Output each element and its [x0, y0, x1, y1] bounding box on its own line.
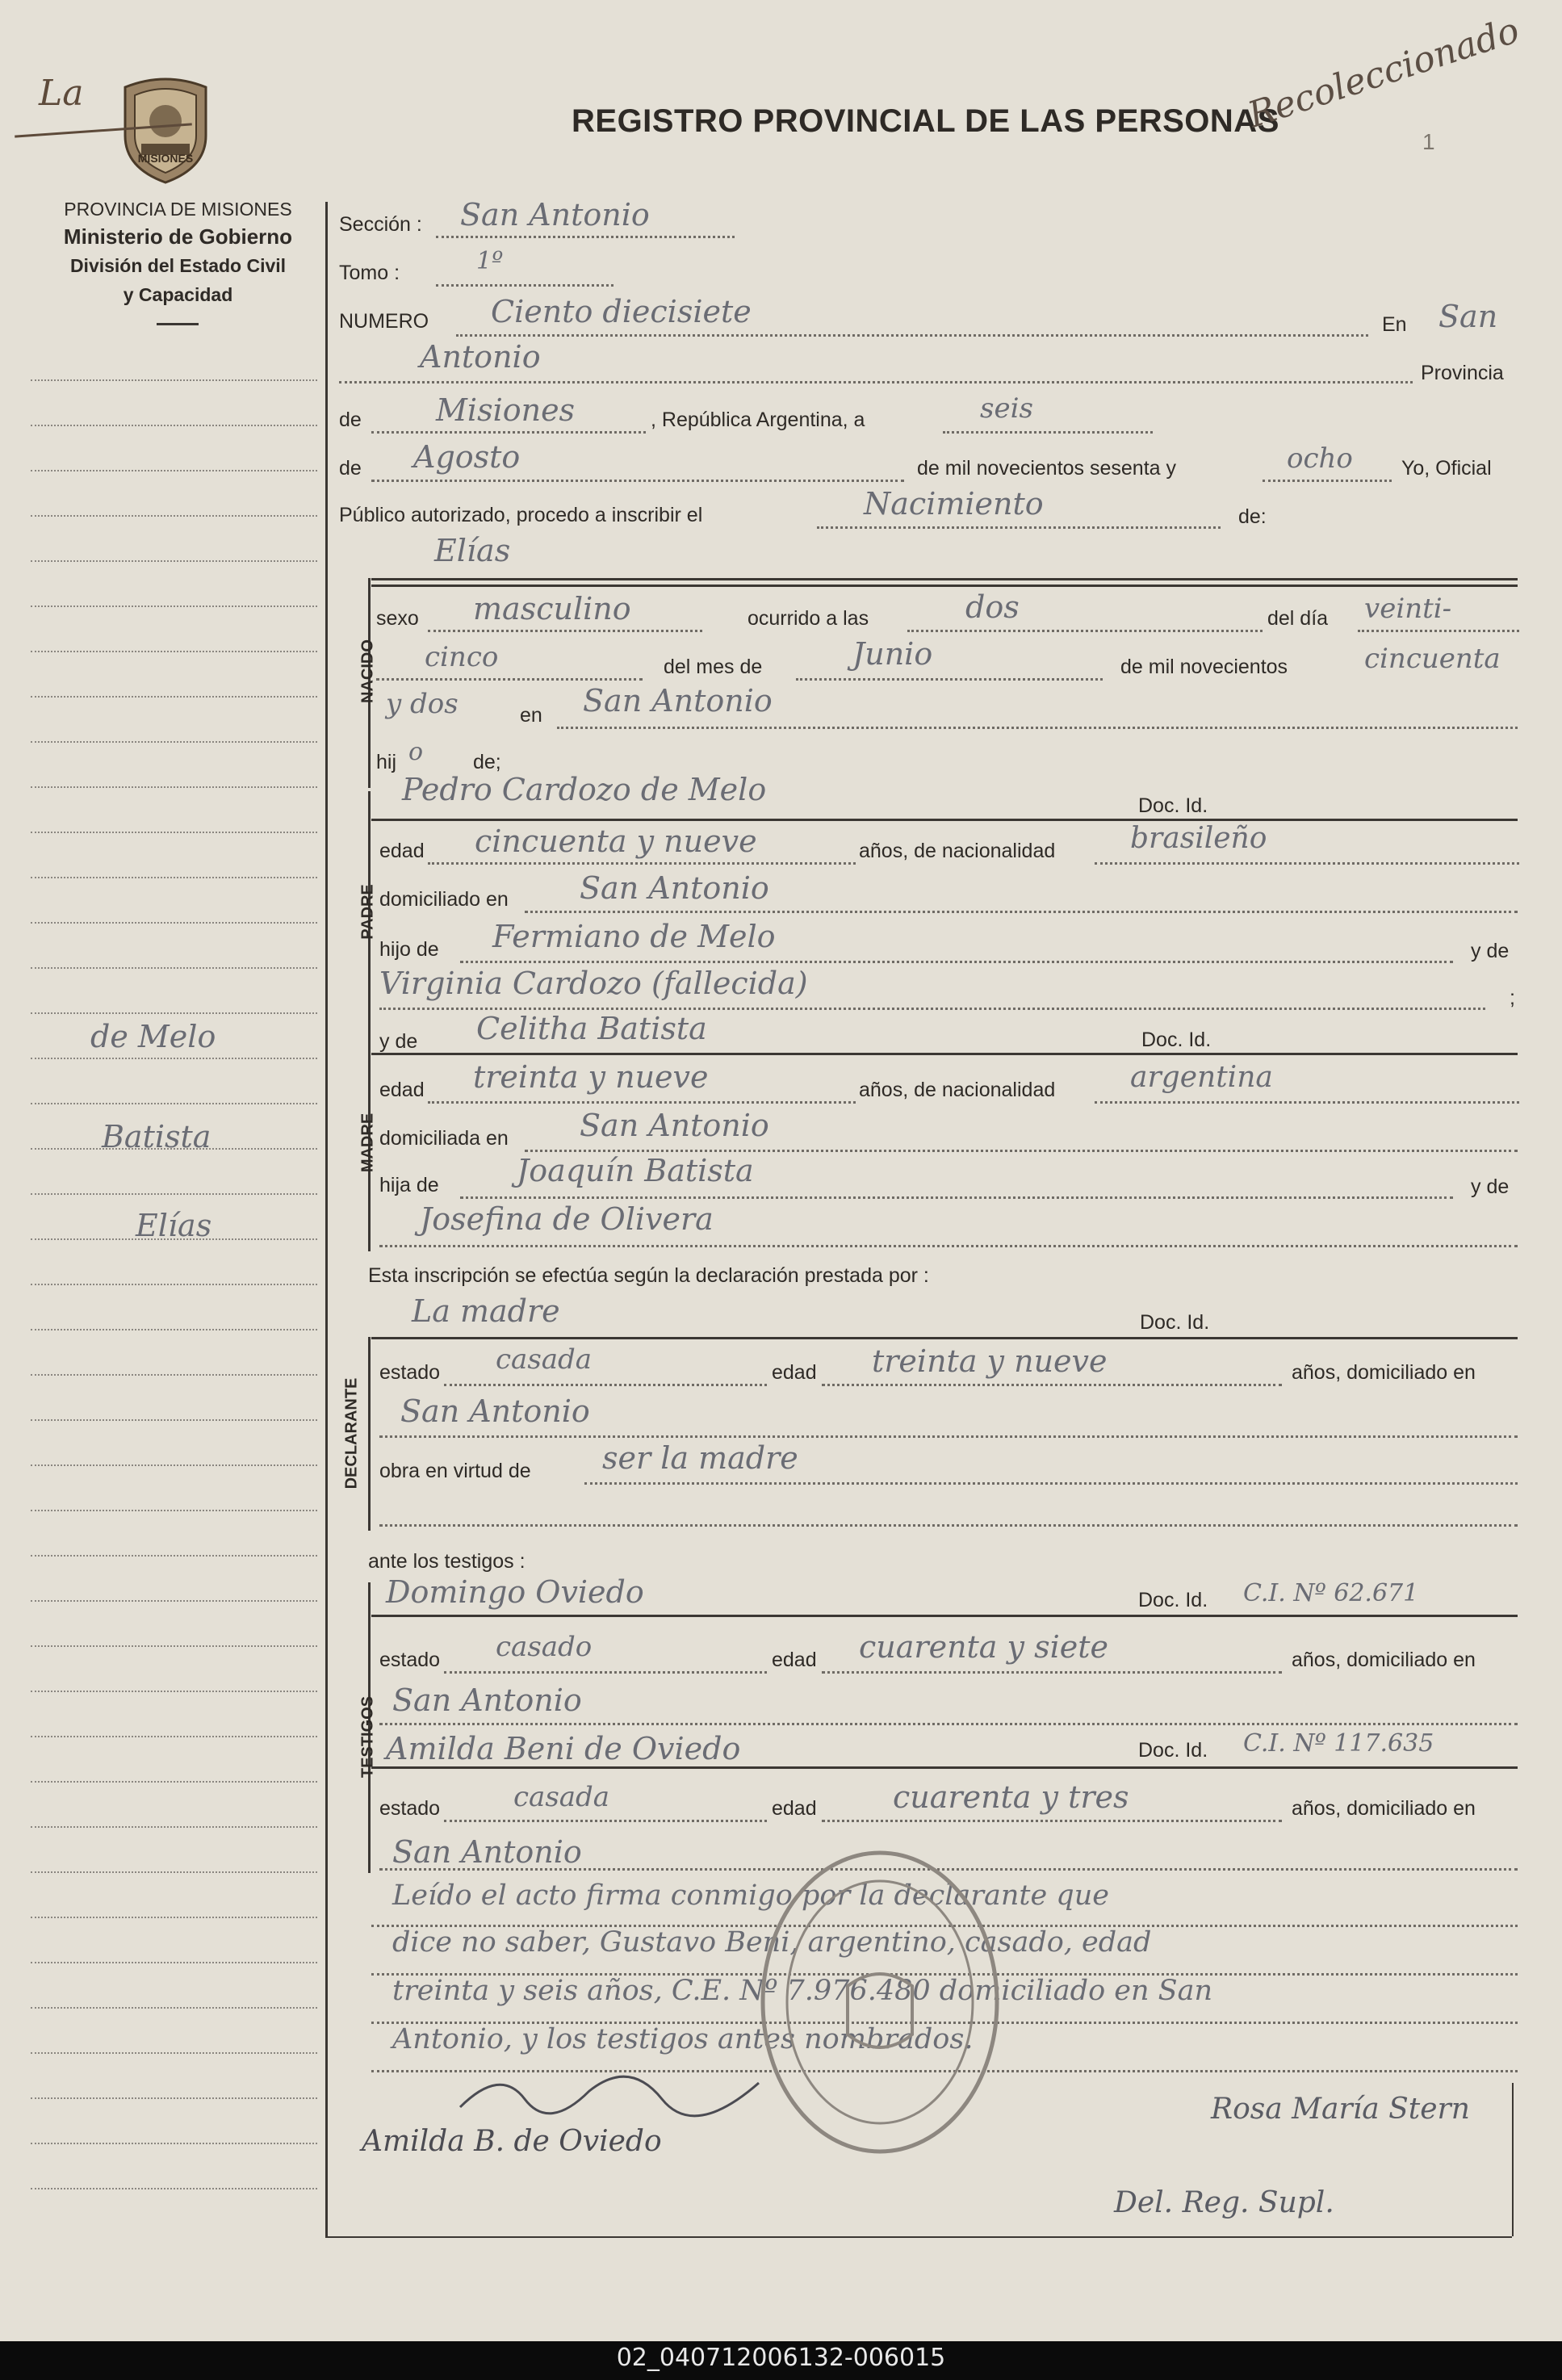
line-edad-padre [428, 862, 856, 865]
label-tomo: Tomo : [339, 262, 400, 284]
margin-note-surname1: de Melo [90, 1019, 216, 1054]
line-estado-t2 [444, 1820, 767, 1822]
label-ocurrido: ocurrido a las [747, 607, 869, 630]
margin-rule [31, 1419, 317, 1421]
value-dom-decl: San Antonio [400, 1393, 590, 1429]
file-id: 02_040712006132-006015 [616, 2344, 946, 2372]
label-hijode-padre: hijo de [379, 938, 439, 961]
label-obra: obra en virtud de [379, 1460, 531, 1482]
label-deldia: del día [1267, 607, 1329, 630]
line-edad-t2 [822, 1820, 1282, 1822]
label-edad-padre: edad [379, 840, 425, 862]
label-docid-t2: Doc. Id. [1138, 1739, 1208, 1762]
value-hijo-suffix: o [408, 738, 424, 766]
label-provincia: Provincia [1421, 362, 1504, 384]
label-sexo: sexo [376, 607, 419, 630]
value-provincia: Misiones [436, 392, 576, 428]
office-underline [157, 323, 199, 325]
label-hijade: hija de [379, 1174, 439, 1196]
value-lugar-nac: San Antonio [583, 683, 773, 719]
label-docid-decl: Doc. Id. [1140, 1311, 1210, 1334]
line-estado-decl [444, 1384, 767, 1386]
main-vertical-rule [325, 202, 328, 2236]
margin-rule [31, 2143, 317, 2144]
label-anos-nac-madre: años, de nacionalidad [859, 1079, 1056, 1101]
label-de: de [339, 409, 362, 431]
margin-rule [31, 1781, 317, 1783]
margin-rule [31, 605, 317, 607]
margin-rule [31, 1600, 317, 1602]
line-inscribir [817, 526, 1221, 529]
value-testigo1-doc: C.I. Nº 62.671 [1243, 1579, 1419, 1607]
margin-rule [31, 1193, 317, 1195]
value-estado-decl: casada [496, 1343, 593, 1376]
label-edad-t2: edad [772, 1797, 817, 1820]
line-nac-padre [1095, 862, 1519, 865]
margin-rule [31, 1962, 317, 1963]
signature-oficial: Rosa María Stern [1211, 2093, 1470, 2126]
line-antonio [339, 381, 1413, 383]
margin-rule [31, 1645, 317, 1647]
label-en: En [1382, 313, 1407, 336]
label-docid-t1: Doc. Id. [1138, 1589, 1208, 1611]
label-edad-madre: edad [379, 1079, 425, 1101]
label-publico: Público autorizado, procedo a inscribir el [339, 504, 703, 526]
margin-rule [31, 1510, 317, 1511]
margin-rule [31, 1103, 317, 1104]
value-testigo1: Domingo Oviedo [386, 1574, 644, 1610]
value-en: San [1438, 299, 1498, 334]
value-testigo2: Amilda Beni de Oviedo [386, 1731, 741, 1766]
value-mes: Agosto [413, 439, 521, 475]
label-estado-t2: estado [379, 1797, 441, 1820]
line-mes [371, 480, 904, 482]
value-madre-padre: Joaquín Batista [517, 1153, 754, 1188]
label-anos-nac-padre: años, de nacionalidad [859, 840, 1056, 862]
value-inscribir: Nacimiento [864, 486, 1044, 522]
value-seccion: San Antonio [460, 197, 650, 233]
line-padre-padre [460, 961, 1453, 963]
label-ante: ante los testigos : [368, 1550, 526, 1573]
label-anos-dom-decl: años, domiciliado en [1292, 1361, 1476, 1384]
label-docid-padre: Doc. Id. [1138, 794, 1208, 817]
label-mil: de mil novecientos sesenta y [917, 457, 1177, 480]
line-padre-madre [379, 1008, 1485, 1010]
value-declarante: La madre [412, 1293, 560, 1329]
value-dia: seis [980, 392, 1033, 425]
value-anio: ocho [1287, 442, 1353, 475]
corner-annotation: Recoleccionado [1243, 9, 1525, 136]
margin-rule [31, 1691, 317, 1692]
margin-rule [31, 696, 317, 698]
value-padre-madre: Virginia Cardozo (fallecida) [379, 966, 808, 1001]
page-title: REGISTRO PROVINCIAL DE LAS PERSONAS [572, 103, 1279, 139]
section-padre: PADRE [358, 884, 377, 940]
office-province: PROVINCIA DE MISIONES [64, 199, 292, 220]
section-rule-declarante [368, 1337, 371, 1531]
margin-rule [31, 1464, 317, 1466]
value-dia-nac: veinti- [1364, 593, 1452, 625]
value-antonio: Antonio [420, 339, 541, 375]
label-numero: NUMERO [339, 310, 429, 333]
margin-note-name: Elías [136, 1208, 212, 1243]
value-madre: Celitha Batista [476, 1011, 707, 1046]
line-anio [1263, 480, 1392, 482]
rule-testigo1 [371, 1615, 1518, 1617]
margin-rule [31, 2097, 317, 2099]
line-edad-t1 [822, 1671, 1282, 1674]
section-declarante: DECLARANTE [342, 1377, 361, 1490]
value-edad-padre: cincuenta y nueve [475, 823, 757, 859]
rule-nacido-top [371, 578, 1518, 580]
lectura-line-4: Antonio, y los testigos antes nombrados. [392, 2023, 974, 2055]
margin-rule [31, 2188, 317, 2189]
lectura-line-3: treinta y seis años, C.E. Nº 7.976.480 domiciliado en San [392, 1975, 1213, 2007]
label-milnov: de mil novecientos [1120, 656, 1288, 678]
margin-rule [31, 786, 317, 788]
signature-title: Del. Reg. Supl. [1114, 2186, 1334, 2219]
label-semicolon: ; [1510, 987, 1515, 1009]
value-edad-t2: cuarenta y tres [893, 1779, 1129, 1815]
value-anio-nac2: y dos [386, 688, 459, 720]
rule-testigo2 [371, 1766, 1518, 1769]
value-dom-t1: San Antonio [392, 1682, 582, 1718]
margin-rule [31, 967, 317, 969]
margin-rule [31, 1826, 317, 1828]
value-madre-madre: Josefina de Olivera [420, 1201, 714, 1237]
page-bottom-rule [325, 2236, 1512, 2238]
rule-madre-top [371, 1053, 1518, 1055]
margin-rule [31, 922, 317, 924]
label-estado-decl: estado [379, 1361, 441, 1384]
margin-rule [31, 1555, 317, 1557]
office-ministry: Ministerio de Gobierno [63, 224, 293, 249]
line-dia-nac2 [376, 678, 643, 681]
line-provincia [371, 431, 646, 434]
label-edad-t1: edad [772, 1649, 817, 1671]
line-dom-decl [379, 1435, 1518, 1438]
label-de2: de [339, 457, 362, 480]
value-numero: Ciento diecisiete [491, 294, 752, 329]
margin-rule [31, 741, 317, 743]
line-dom-padre [525, 911, 1518, 913]
rule-padre-top [371, 819, 1518, 821]
line-madre-padre [460, 1196, 1453, 1199]
value-sexo: masculino [473, 591, 631, 626]
page-number: 1 [1422, 129, 1435, 154]
value-virtud: ser la madre [602, 1440, 798, 1476]
line-numero [456, 334, 1368, 337]
margin-rule [31, 1284, 317, 1285]
line-edad-decl [822, 1384, 1282, 1386]
line-hora [907, 630, 1263, 632]
left-corner-mark: La [39, 73, 84, 114]
value-nac-padre: brasileño [1130, 822, 1267, 855]
label-de3: de: [1238, 505, 1267, 528]
label-seccion: Sección : [339, 213, 422, 236]
value-edad-madre: treinta y nueve [473, 1059, 709, 1095]
value-hora: dos [965, 589, 1020, 625]
page-right-rule [1512, 2083, 1514, 2236]
label-yde-madre: y de [379, 1030, 418, 1053]
margin-rule [31, 2007, 317, 2009]
signature-testigo: Amilda B. de Oviedo [362, 2125, 662, 2158]
margin-rule [31, 1058, 317, 1059]
label-en2: en [520, 704, 542, 727]
line-edad-madre [428, 1101, 856, 1104]
section-nacido: NACIDO [358, 639, 377, 703]
margin-rule [31, 1917, 317, 1918]
rule-nacido-top2 [371, 585, 1518, 587]
line-estado-t1 [444, 1671, 767, 1674]
value-padre: Pedro Cardozo de Melo [402, 772, 767, 807]
value-padre-padre: Fermiano de Melo [492, 919, 776, 954]
line-sexo [428, 630, 702, 632]
label-domiciliado-padre: domiciliado en [379, 888, 509, 911]
label-edad-decl: edad [772, 1361, 817, 1384]
margin-rule [31, 1012, 317, 1014]
office-capacidad: y Capacidad [123, 284, 233, 305]
label-republica: , República Argentina, a [651, 409, 865, 431]
line-dom-t1 [379, 1723, 1518, 1725]
label-hijo: hij [376, 751, 397, 773]
line-tomo [436, 284, 613, 287]
line-madre-madre [379, 1245, 1518, 1247]
value-dom-t2: San Antonio [392, 1834, 582, 1870]
label-yde-madre2: y de [1471, 1175, 1510, 1198]
line-virtud [584, 1482, 1518, 1485]
line-dia-nac [1358, 630, 1519, 632]
margin-rule [31, 2052, 317, 2054]
value-tomo: 1º [476, 247, 504, 275]
value-mes-nac: Junio [852, 636, 933, 672]
value-dom-madre: San Antonio [580, 1108, 769, 1143]
margin-rule [31, 1871, 317, 1873]
value-dom-padre: San Antonio [580, 870, 769, 906]
office-division: División del Estado Civil [69, 255, 287, 276]
label-esta: Esta inscripción se efectúa según la declaración prestada por : [368, 1264, 929, 1287]
rule-declarante-top [371, 1337, 1518, 1339]
line-dia [943, 431, 1153, 434]
value-nombre: Elías [434, 533, 511, 568]
line-dom-madre [525, 1150, 1518, 1152]
label-docid-madre: Doc. Id. [1141, 1029, 1212, 1051]
margin-rule [31, 560, 317, 562]
lectura-line-2: dice no saber, Gustavo Beni, argentino, casado, edad [392, 1926, 1152, 1959]
line-seccion [436, 236, 735, 238]
signature-scribble [452, 2051, 791, 2123]
margin-rule [31, 425, 317, 426]
margin-rule [31, 1374, 317, 1376]
label-delmes: del mes de [664, 656, 763, 678]
section-madre: MADRE [358, 1112, 377, 1173]
value-testigo2-doc: C.I. Nº 117.635 [1243, 1729, 1434, 1758]
label-yde-padre: y de [1471, 940, 1510, 962]
value-dia-nac2: cinco [425, 641, 499, 673]
label-estado-t1: estado [379, 1649, 441, 1671]
line-nac-madre [1095, 1101, 1519, 1104]
margin-rule [31, 1736, 317, 1737]
value-estado-t2: casada [513, 1781, 610, 1813]
line-lugar-nac [557, 727, 1518, 729]
margin-rule [31, 651, 317, 652]
label-anos-dom-t2: años, domiciliado en [1292, 1797, 1476, 1820]
label-de4: de; [473, 751, 501, 773]
emblem-label: MISIONES [137, 152, 194, 165]
label-anos-dom-t1: años, domiciliado en [1292, 1649, 1476, 1671]
margin-rule [31, 515, 317, 517]
line-mes-nac [796, 678, 1103, 681]
margin-rule [31, 1329, 317, 1330]
label-yo: Yo, Oficial [1401, 457, 1492, 480]
section-testigos: TESTIGOS [358, 1695, 377, 1779]
margin-rule [31, 877, 317, 878]
value-estado-t1: casado [496, 1631, 593, 1663]
margin-rule [31, 470, 317, 471]
label-domiciliada: domiciliada en [379, 1127, 509, 1150]
line-decl-extra [379, 1524, 1518, 1527]
value-edad-decl: treinta y nueve [872, 1343, 1108, 1379]
margin-rule [31, 832, 317, 833]
official-seal [759, 1849, 1001, 2156]
margin-note-surname2: Batista [102, 1119, 211, 1154]
value-edad-t1: cuarenta y siete [859, 1629, 1108, 1665]
lectura-line-1: Leído el acto firma conmigo por la declarante que [392, 1879, 1109, 1912]
margin-rule [31, 379, 317, 381]
value-nac-madre: argentina [1130, 1061, 1273, 1094]
value-anio-nac: cincuenta [1364, 643, 1501, 675]
